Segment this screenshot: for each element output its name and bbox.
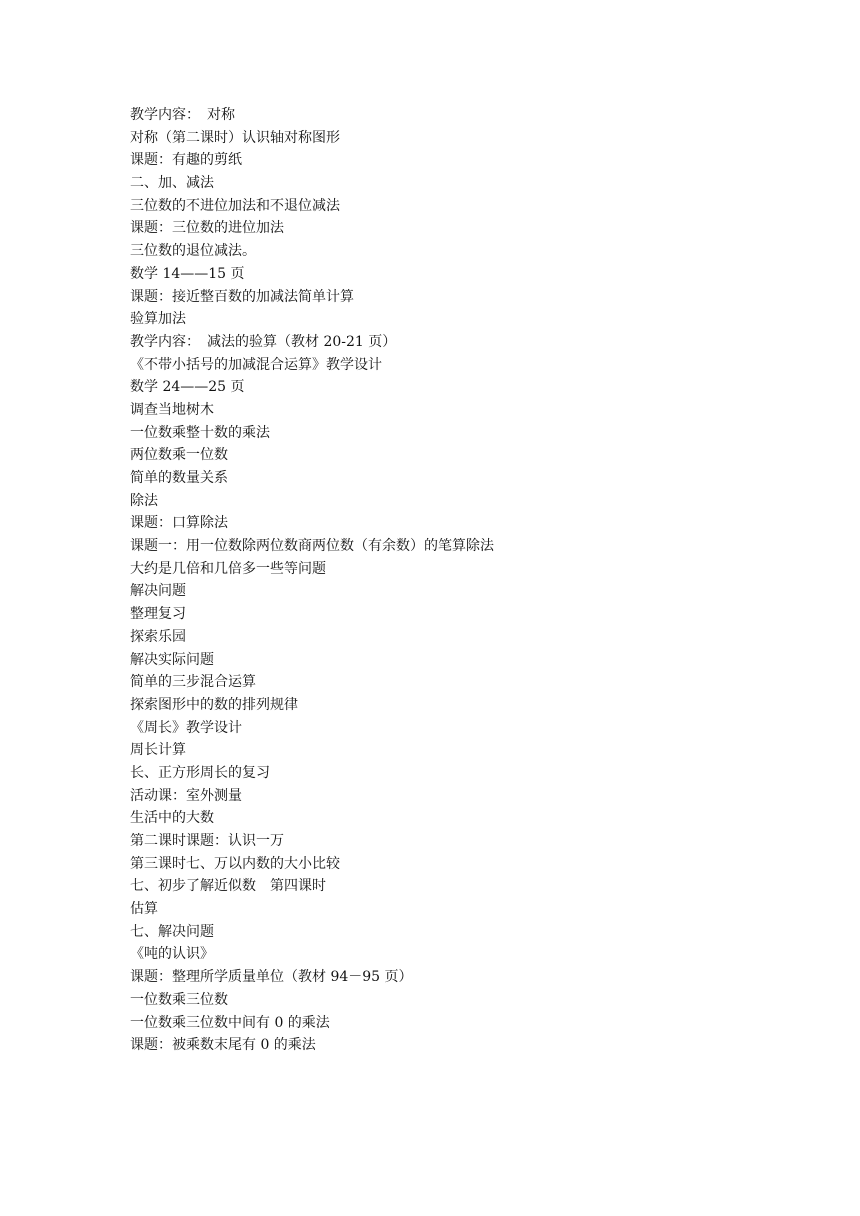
text-line: 七、初步了解近似数 第四课时 bbox=[130, 878, 326, 895]
text-line: 长、正方形周长的复习 bbox=[130, 764, 270, 781]
text-line: 验算加法 bbox=[130, 311, 186, 328]
text-line: 活动课：室外测量 bbox=[130, 787, 242, 804]
text-line: 第二课时课题：认识一万 bbox=[130, 833, 284, 849]
text-line: 第三课时七、万以内数的大小比较 bbox=[130, 855, 340, 872]
text-line: 课题：被乘数末尾有 0 的乘法 bbox=[130, 1037, 316, 1054]
text-line: 调查当地树木 bbox=[130, 401, 214, 418]
text-line: 简单的三步混合运算 bbox=[130, 674, 256, 691]
text-line: 课题：有趣的剪纸 bbox=[130, 152, 242, 169]
text-line: 数学 14——15 页 bbox=[130, 265, 245, 282]
text-line: 一位数乘三位数中间有 0 的乘法 bbox=[130, 1014, 330, 1031]
text-line: 整理复习 bbox=[130, 606, 186, 623]
text-line: 探索乐园 bbox=[130, 628, 186, 645]
text-line: 教学内容： 减法的验算（教材 20-21 页） bbox=[130, 333, 397, 350]
text-line: 除法 bbox=[130, 492, 158, 509]
text-line: 解决问题 bbox=[130, 583, 186, 600]
text-line: 教学内容： 对称 bbox=[130, 107, 235, 123]
text-line: 对称（第二课时）认识轴对称图形 bbox=[130, 129, 340, 146]
text-line: 一位数乘三位数 bbox=[130, 991, 228, 1008]
text-line: 《不带小括号的加减混合运算》教学设计 bbox=[130, 356, 382, 373]
text-line: 七、解决问题 bbox=[130, 923, 214, 940]
text-line: 两位数乘一位数 bbox=[130, 447, 228, 464]
text-line: 三位数的退位减法。 bbox=[130, 243, 256, 260]
text-line: 生活中的大数 bbox=[130, 810, 214, 827]
text-line: 一位数乘整十数的乘法 bbox=[130, 424, 270, 441]
text-line: 课题：三位数的进位加法 bbox=[130, 220, 284, 237]
text-line: 三位数的不进位加法和不退位减法 bbox=[130, 197, 340, 214]
text-line: 课题：整理所学质量单位（教材 94－95 页） bbox=[130, 969, 413, 986]
text-line: 课题一：用一位数除两位数商两位数（有余数）的笔算除法 bbox=[130, 538, 494, 555]
text-line: 探索图形中的数的排列规律 bbox=[130, 696, 298, 713]
text-line: 解决实际问题 bbox=[130, 651, 214, 668]
text-line: 估算 bbox=[130, 901, 158, 918]
document-text-lines bbox=[130, 104, 494, 1057]
text-line: 《吨的认识》 bbox=[130, 946, 214, 963]
text-line: 课题：接近整百数的加减法简单计算 bbox=[130, 288, 354, 305]
text-line: 周长计算 bbox=[130, 742, 186, 759]
text-line: 简单的数量关系 bbox=[130, 470, 228, 486]
text-line: 二、加、减法 bbox=[130, 175, 214, 192]
text-line: 数学 24——25 页 bbox=[130, 379, 245, 396]
text-line: 大约是几倍和几倍多一些等问题 bbox=[130, 560, 326, 577]
text-line: 课题：口算除法 bbox=[130, 515, 228, 532]
text-line: 《周长》教学设计 bbox=[130, 719, 242, 736]
